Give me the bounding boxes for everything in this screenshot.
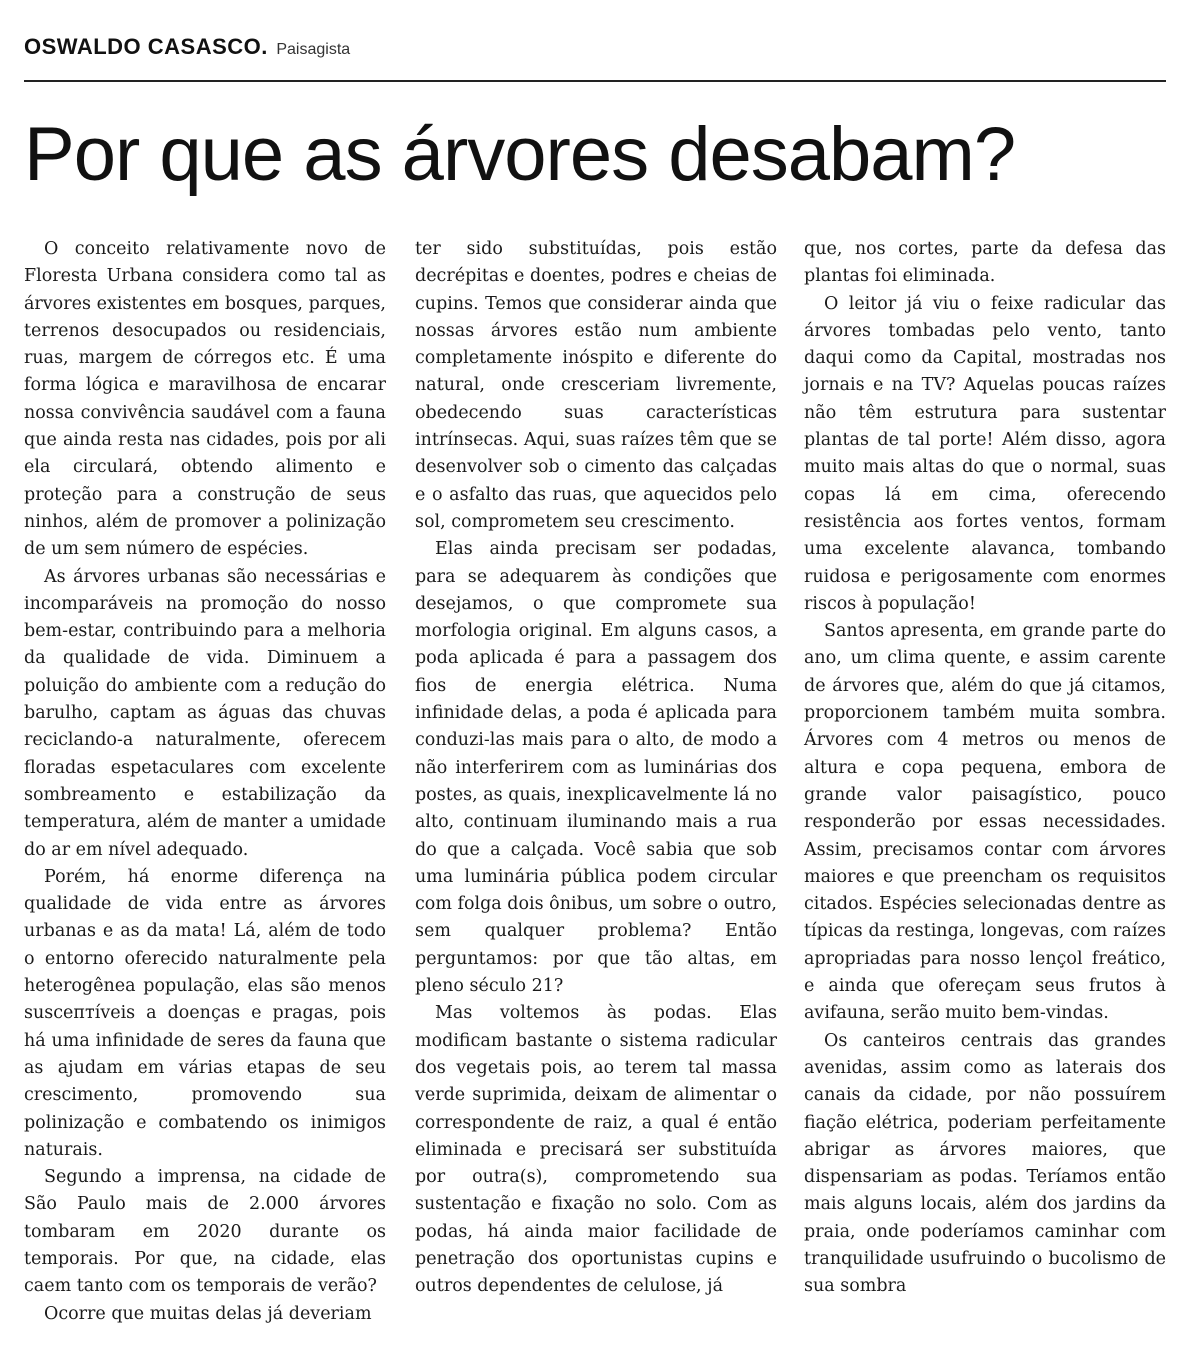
paragraph: Segundo a imprensa, na cidade de São Paulo mais de 2.000 árvores tombaram em 2020 durante os temporais. Por que, na cidade, elas caem tanto com os temporais de verão?	[24, 1167, 386, 1297]
paragraph-continuation: que, nos cortes, parte da defesa das plantas foi eliminada.	[804, 239, 1166, 287]
paragraph: As árvores urbanas são necessárias e incomparáveis na promoção do nosso bem-estar, contribuindo para a melhoria da qualidade de vida. Diminuem a poluição do ambiente com a redução do barulho, captam as águas das chuvas reciclando-a naturalmente, oferecem floradas espetaculares com excelente sombreamento e estabilização da temperatura, além de manter a umidade do ar em nível adequado.	[24, 566, 386, 860]
paragraph-continuation: ter sido substituídas, pois estão decrépitas e doentes, podres e cheias de cupins. Temos que considerar ainda que nossas árvores estão num ambiente completamente inóspito e diferente do natural, onde cresceriam livremente, obedecendo suas características intrínsecas. Aqui, suas raízes têm que se desenvolver sob o cimento das calçadas e o asfalto das ruas, que aquecidos pelo sol, comprometem seu crescimento.	[415, 239, 777, 532]
paragraph: Os canteiros centrais das grandes avenidas, assim como as laterais dos canais da cidade, por não possuírem fiação elétrica, poderiam perfeitamente abrigar as árvores maiores, que dispensariam as podas. Teríamos então mais alguns locais, além dos jardins da praia, onde poderíamos caminhar com tranquilidade usufruindo o bucolismo de sua sombra	[804, 1030, 1166, 1297]
paragraph: O conceito relativamente novo de Floresta Urbana considera como tal as árvores existentes em bosques, parques, terrenos desocupados ou residenciais, ruas, margem de córregos etc. É uma forma lógica e maravilhosa de encarar nossa convivência saudável com a fauna que ainda resta nas cidades, pois por ali ela circulará, obtendo alimento e proteção para a construção de seus ninhos, além de promover a polinização de um sem número de espécies.	[24, 239, 386, 560]
header-divider	[24, 80, 1166, 82]
paragraph: Mas voltemos às podas. Elas modificam bastante o sistema radicular dos vegetais pois, ao terem tal massa verde suprimida, deixam de alimentar o correspondente de raiz, a qual é então eliminada e precisará ser substituída por outra(s), comprometendo sua sustentação e fixação no solo. Com as podas, há ainda maior facilidade de penetração dos oportunistas cupins e outros dependentes de celulose, já	[415, 1003, 777, 1297]
paragraph: Elas ainda precisam ser podadas, para se adequarem às condições que desejamos, o que compromete sua morfologia original. Em alguns casos, a poda aplicada é para a passagem dos fios de energia elétrica. Numa infinidade delas, a poda é aplicada para conduzi-las mais para o alto, de modo a não interferirem com as luminárias dos postes, as quais, inexplicavelmente lá no alto, continuam iluminando mais a rua do que a calçada. Você sabia que sob uma luminária pública podem circular com folga dois ônibus, um sobre o outro, sem qualquer problema? Então perguntamos: por que tão altas, em pleno século 21?	[415, 539, 777, 997]
paragraph: Santos apresenta, em grande parte do ano, um clima quente, e assim carente de árvores que, além do que já citamos, proporcionem também muita sombra. Árvores com 4 metros ou menos de altura e copa pequena, embora de grande valor paisagístico, pouco responderão por essas necessidades. Assim, precisamos contar com árvores maiores e que preencham os requisitos citados. Espécies selecionadas dentre as típicas da restinga, longevas, com raízes apropriadas para nosso lençol freático, e ainda que ofereçam seus frutos à avifauna, serão muito bem-vindas.	[804, 621, 1166, 1024]
byline	[24, 34, 350, 60]
article-column-2	[415, 236, 777, 1301]
article-column-1	[24, 236, 386, 1328]
headline: Por que as árvores desabam?	[24, 112, 1016, 197]
article-column-3	[804, 236, 1166, 1301]
author-name: OSWALDO CASASCO.	[24, 34, 268, 59]
author-role: Paisagista	[276, 41, 351, 58]
paragraph: Porém, há enorme diferença na qualidade de vida entre as árvores urbanas e as da mata! Lá, além de todo o entorno oferecido naturalmente pela heterogênea população, elas são menos suscептíveis a doenças e pragas, pois há uma infinidade de seres da fauna que as ajudam em várias etapas de seu crescimento, promovendo sua polinização e combatendo os inimigos naturais.	[24, 866, 386, 1160]
paragraph: Ocorre que muitas delas já deveriam	[44, 1303, 372, 1324]
paragraph: O leitor já viu o feixe radicular das árvores tombadas pelo vento, tanto daqui como da Capital, mostradas nos jornais e na TV? Aquelas poucas raízes não têm estrutura para sustentar plantas de tal porte! Além disso, agora muito mais altas do que o normal, suas copas lá em cima, oferecendo resistência aos fortes ventos, formam uma excelente alavanca, tombando ruidosa e perigosamente com enormes riscos à população!	[804, 293, 1166, 614]
